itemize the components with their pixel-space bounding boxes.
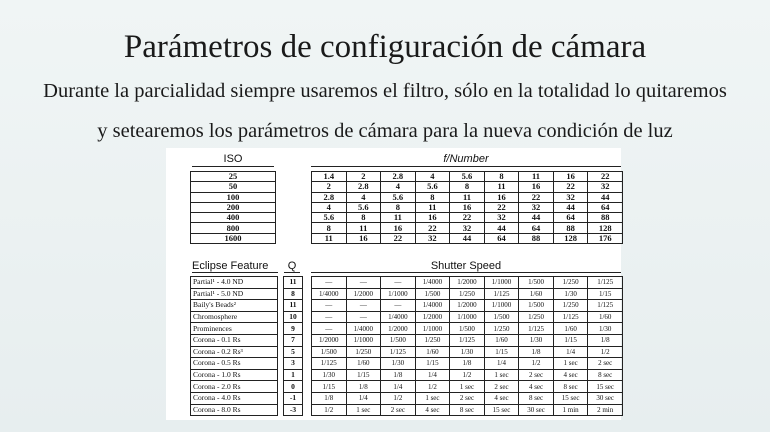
table-cell: 1/8 <box>346 381 381 393</box>
table-cell: 1/2 <box>415 381 450 393</box>
table-cell: 4 sec <box>415 404 450 416</box>
shutter-row <box>312 358 623 370</box>
table-cell: 1/30 <box>519 334 554 346</box>
table-cell: 1/125 <box>553 311 588 323</box>
iso-table <box>190 171 276 244</box>
table-cell: 88 <box>588 213 623 223</box>
table-cell: 4 <box>415 172 450 182</box>
table-cell: 1 sec <box>553 358 588 370</box>
table-cell: 1/2000 <box>346 288 381 300</box>
table-cell: Chromosphere <box>191 311 278 323</box>
feature-row <box>191 369 278 381</box>
table-cell: 1/500 <box>312 346 347 358</box>
table-cell: 1/60 <box>553 323 588 335</box>
q-row <box>284 392 303 404</box>
table-cell: 32 <box>588 182 623 192</box>
table-cell: 1/250 <box>553 277 588 289</box>
iso-row <box>191 192 276 202</box>
q-row <box>284 346 303 358</box>
table-cell: 8 sec <box>519 392 554 404</box>
table-cell: 15 sec <box>553 392 588 404</box>
fnumber-row <box>312 182 623 192</box>
shutter-speed-header: Shutter Speed <box>430 260 502 272</box>
table-cell: 8 <box>346 213 381 223</box>
table-cell: 1/60 <box>346 358 381 370</box>
table-cell: 16 <box>415 213 450 223</box>
table-cell: 22 <box>381 233 416 243</box>
table-cell: 1/500 <box>484 311 519 323</box>
iso-header: ISO <box>223 153 243 165</box>
shutter-row <box>312 311 623 323</box>
table-cell: 1/30 <box>381 358 416 370</box>
table-cell: 16 <box>346 233 381 243</box>
table-cell: 1/500 <box>519 277 554 289</box>
table-cell: 2 <box>346 172 381 182</box>
table-cell: 200 <box>191 202 276 212</box>
slide-title: Parámetros de configuración de cámara <box>123 29 647 65</box>
table-cell: 1/250 <box>346 346 381 358</box>
table-cell: 1/125 <box>381 346 416 358</box>
shutter-row <box>312 369 623 381</box>
table-cell: 1/125 <box>450 334 485 346</box>
table-cell: 16 <box>553 172 588 182</box>
table-cell: 1/15 <box>346 369 381 381</box>
table-cell: 22 <box>415 223 450 233</box>
q-row <box>284 369 303 381</box>
table-cell: 1/60 <box>588 311 623 323</box>
table-cell: 32 <box>450 223 485 233</box>
feature-row <box>191 334 278 346</box>
table-cell: 5 <box>284 346 303 358</box>
table-cell: 1/4000 <box>346 323 381 335</box>
table-cell: 1/125 <box>312 358 347 370</box>
iso-row <box>191 172 276 182</box>
table-cell: 8 <box>381 202 416 212</box>
table-cell: 9 <box>284 323 303 335</box>
table-cell: 2 sec <box>450 392 485 404</box>
shutter-speed-table <box>311 276 623 416</box>
q-row <box>284 334 303 346</box>
table-cell: 1/250 <box>450 288 485 300</box>
table-cell: 25 <box>191 172 276 182</box>
table-cell: 16 <box>450 202 485 212</box>
table-cell: 64 <box>519 223 554 233</box>
table-cell: 11 <box>284 300 303 312</box>
table-cell: Prominences <box>191 323 278 335</box>
table-cell: 2 <box>312 182 347 192</box>
table-cell: Corona - 2.0 Rs <box>191 381 278 393</box>
table-cell: 1/1000 <box>415 323 450 335</box>
table-cell: Partial¹ - 5.0 ND <box>191 288 278 300</box>
table-cell: 88 <box>519 233 554 243</box>
table-cell: 1/4 <box>553 346 588 358</box>
shutter-speed-header-underline <box>311 272 621 273</box>
table-cell: 44 <box>553 202 588 212</box>
table-cell: 128 <box>588 223 623 233</box>
table-cell: Baily's Beads² <box>191 300 278 312</box>
shutter-row <box>312 300 623 312</box>
slide-subtitle-line1: Durante la parcialidad siempre usaremos el filtro, sólo en la totalidad lo quitaremos <box>43 80 727 102</box>
q-table <box>283 276 303 416</box>
table-cell: 1/15 <box>553 334 588 346</box>
table-cell: 1/2000 <box>381 323 416 335</box>
table-cell: — <box>312 300 347 312</box>
table-cell: 3 <box>284 358 303 370</box>
table-cell: 1/125 <box>588 300 623 312</box>
table-cell: 1/1000 <box>484 277 519 289</box>
table-cell: 32 <box>415 233 450 243</box>
table-cell: 1/60 <box>415 346 450 358</box>
table-cell: 1/4000 <box>415 300 450 312</box>
q-row <box>284 300 303 312</box>
table-cell: 8 sec <box>553 381 588 393</box>
table-cell: 8 <box>450 182 485 192</box>
table-cell: — <box>312 323 347 335</box>
eclipse-feature-table <box>190 276 278 416</box>
table-cell: 16 <box>484 192 519 202</box>
table-cell: 2 sec <box>484 381 519 393</box>
table-cell: 100 <box>191 192 276 202</box>
table-cell: 1/1000 <box>484 300 519 312</box>
table-cell: 2 sec <box>588 358 623 370</box>
table-cell: 1/8 <box>381 369 416 381</box>
table-cell: 1/4 <box>415 369 450 381</box>
table-cell: — <box>346 277 381 289</box>
table-cell: 1/4000 <box>381 311 416 323</box>
table-cell: 44 <box>484 223 519 233</box>
table-cell: 44 <box>519 213 554 223</box>
table-cell: 8 sec <box>588 369 623 381</box>
table-cell: 1/8 <box>519 346 554 358</box>
q-row <box>284 358 303 370</box>
table-cell: 1/125 <box>588 277 623 289</box>
table-cell: 15 sec <box>484 404 519 416</box>
table-cell: 11 <box>312 233 347 243</box>
table-cell: 800 <box>191 223 276 233</box>
table-cell: 2 min <box>588 404 623 416</box>
table-cell: Corona - 0.1 Rs <box>191 334 278 346</box>
shutter-row <box>312 392 623 404</box>
table-cell: 32 <box>484 213 519 223</box>
table-cell: 1/500 <box>519 300 554 312</box>
fnumber-row <box>312 233 623 243</box>
table-cell: 30 sec <box>519 404 554 416</box>
table-cell: 1/4000 <box>312 288 347 300</box>
table-cell: 88 <box>553 223 588 233</box>
table-cell: 8 <box>415 192 450 202</box>
table-cell: 176 <box>588 233 623 243</box>
feature-row <box>191 277 278 289</box>
table-cell: 64 <box>588 202 623 212</box>
table-cell: 1/4 <box>484 358 519 370</box>
table-cell: 1 sec <box>415 392 450 404</box>
shutter-row <box>312 381 623 393</box>
table-cell: — <box>381 300 416 312</box>
feature-row <box>191 404 278 416</box>
table-cell: 4 sec <box>519 381 554 393</box>
table-cell: 1/1000 <box>346 334 381 346</box>
table-cell: 22 <box>450 213 485 223</box>
table-cell: 1/2000 <box>312 334 347 346</box>
table-cell: 15 sec <box>588 381 623 393</box>
table-cell: 50 <box>191 182 276 192</box>
table-cell: — <box>312 311 347 323</box>
table-cell: 44 <box>450 233 485 243</box>
table-cell: 22 <box>519 192 554 202</box>
table-cell: 1/125 <box>519 323 554 335</box>
feature-row <box>191 311 278 323</box>
iso-row <box>191 213 276 223</box>
eclipse-feature-header-underline <box>192 272 278 273</box>
feature-row <box>191 288 278 300</box>
fnumber-table <box>311 171 623 244</box>
q-row <box>284 381 303 393</box>
table-cell: 2.8 <box>312 192 347 202</box>
table-cell: 1/2000 <box>450 300 485 312</box>
iso-row <box>191 223 276 233</box>
table-cell: 30 sec <box>588 392 623 404</box>
table-cell: 1/4000 <box>415 277 450 289</box>
table-cell: — <box>346 311 381 323</box>
table-cell: Corona - 4.0 Rs <box>191 392 278 404</box>
slide-subtitle-line2: y setearemos los parámetros de cámara para la nueva condición de luz <box>97 120 673 142</box>
table-cell: 11 <box>519 172 554 182</box>
feature-row <box>191 346 278 358</box>
table-cell: 5.6 <box>346 202 381 212</box>
table-cell: 1.4 <box>312 172 347 182</box>
table-cell: — <box>381 277 416 289</box>
q-row <box>284 277 303 289</box>
table-cell: 1/60 <box>484 334 519 346</box>
iso-row <box>191 202 276 212</box>
fnumber-row <box>312 223 623 233</box>
table-cell: 1/15 <box>312 381 347 393</box>
table-cell: 32 <box>519 202 554 212</box>
table-cell: 1/30 <box>588 323 623 335</box>
table-cell: 2.8 <box>381 172 416 182</box>
feature-row <box>191 392 278 404</box>
table-cell: 22 <box>553 182 588 192</box>
table-cell: -1 <box>284 392 303 404</box>
q-header: Q <box>287 260 297 272</box>
table-cell: 1/30 <box>553 288 588 300</box>
iso-row <box>191 182 276 192</box>
table-cell: 1/2 <box>588 346 623 358</box>
table-cell: 1/2 <box>312 404 347 416</box>
table-cell: 22 <box>484 202 519 212</box>
table-cell: 1/500 <box>415 288 450 300</box>
table-cell: -3 <box>284 404 303 416</box>
table-cell: 4 <box>346 192 381 202</box>
table-cell: — <box>346 300 381 312</box>
fnumber-header <box>311 153 621 165</box>
table-cell: 11 <box>346 223 381 233</box>
table-cell: 1/4 <box>346 392 381 404</box>
table-cell: 400 <box>191 213 276 223</box>
table-cell: 8 <box>312 223 347 233</box>
feature-row <box>191 323 278 335</box>
table-cell: 128 <box>553 233 588 243</box>
fnumber-header-underline <box>311 166 621 167</box>
shutter-row <box>312 346 623 358</box>
fnumber-row <box>312 202 623 212</box>
shutter-row <box>312 323 623 335</box>
table-cell: 5.6 <box>450 172 485 182</box>
table-cell: 1/8 <box>312 392 347 404</box>
table-cell: 1/500 <box>450 323 485 335</box>
iso-header-underline <box>192 166 274 167</box>
table-cell: 1/2000 <box>415 311 450 323</box>
table-cell: 1/2 <box>381 392 416 404</box>
table-cell: Corona - 8.0 Rs <box>191 404 278 416</box>
q-row <box>284 311 303 323</box>
table-cell: 5.6 <box>381 192 416 202</box>
table-cell: 2 sec <box>519 369 554 381</box>
table-cell: 1600 <box>191 233 276 243</box>
table-cell: 8 sec <box>450 404 485 416</box>
iso-row <box>191 233 276 243</box>
table-cell: 4 <box>312 202 347 212</box>
table-cell: 4 <box>381 182 416 192</box>
table-cell: 16 <box>519 182 554 192</box>
table-cell: 1/15 <box>588 288 623 300</box>
table-cell: 1/60 <box>519 288 554 300</box>
table-cell: 7 <box>284 334 303 346</box>
table-cell: 4 sec <box>553 369 588 381</box>
fnumber-row <box>312 172 623 182</box>
table-cell: 1/2 <box>450 369 485 381</box>
shutter-row <box>312 277 623 289</box>
table-cell: 11 <box>381 213 416 223</box>
table-cell: 11 <box>484 182 519 192</box>
table-cell: 1/250 <box>519 311 554 323</box>
q-header-underline <box>284 272 300 273</box>
table-cell: 64 <box>484 233 519 243</box>
table-cell: 8 <box>484 172 519 182</box>
shutter-row <box>312 334 623 346</box>
table-cell: 1/8 <box>588 334 623 346</box>
table-cell: 1/2 <box>519 358 554 370</box>
table-cell: 32 <box>553 192 588 202</box>
table-cell: — <box>312 277 347 289</box>
q-row <box>284 404 303 416</box>
table-cell: 1/30 <box>312 369 347 381</box>
table-cell: 1/250 <box>553 300 588 312</box>
table-cell: 2 sec <box>381 404 416 416</box>
table-cell: 1 min <box>553 404 588 416</box>
table-cell: 0 <box>284 381 303 393</box>
table-cell: 16 <box>381 223 416 233</box>
table-cell: 1/125 <box>484 288 519 300</box>
table-cell: Corona - 0.5 Rs <box>191 358 278 370</box>
table-cell: Corona - 0.2 Rs³ <box>191 346 278 358</box>
table-cell: 64 <box>553 213 588 223</box>
exposure-table-image <box>166 148 621 420</box>
feature-row <box>191 381 278 393</box>
shutter-row <box>312 288 623 300</box>
table-cell: 1/1000 <box>381 288 416 300</box>
table-cell: 5.6 <box>312 213 347 223</box>
q-row <box>284 288 303 300</box>
table-cell: Corona - 1.0 Rs <box>191 369 278 381</box>
eclipse-feature-header: Eclipse Feature <box>192 260 269 272</box>
table-cell: 1 sec <box>450 381 485 393</box>
shutter-row <box>312 404 623 416</box>
table-cell: 1 <box>284 369 303 381</box>
table-cell: 8 <box>284 288 303 300</box>
table-cell: 5.6 <box>415 182 450 192</box>
table-cell: Partial¹ - 4.0 ND <box>191 277 278 289</box>
table-cell: 1 sec <box>346 404 381 416</box>
table-cell: 1/250 <box>415 334 450 346</box>
table-cell: 22 <box>588 172 623 182</box>
table-cell: 1/250 <box>484 323 519 335</box>
table-cell: 1/1000 <box>450 311 485 323</box>
table-cell: 1/15 <box>415 358 450 370</box>
fnumber-header-text: f/Number <box>443 153 489 165</box>
table-cell: 1 sec <box>484 369 519 381</box>
table-cell: 11 <box>284 277 303 289</box>
table-cell: 44 <box>588 192 623 202</box>
fnumber-row <box>312 213 623 223</box>
table-cell: 2.8 <box>346 182 381 192</box>
table-cell: 1/30 <box>450 346 485 358</box>
fnumber-row <box>312 192 623 202</box>
feature-row <box>191 300 278 312</box>
table-cell: 1/4 <box>381 381 416 393</box>
table-cell: 1/15 <box>484 346 519 358</box>
table-cell: 11 <box>450 192 485 202</box>
table-cell: 1/500 <box>381 334 416 346</box>
table-cell: 1/8 <box>450 358 485 370</box>
q-row <box>284 323 303 335</box>
table-cell: 1/2000 <box>450 277 485 289</box>
table-cell: 10 <box>284 311 303 323</box>
feature-row <box>191 358 278 370</box>
table-cell: 11 <box>415 202 450 212</box>
table-cell: 4 sec <box>484 392 519 404</box>
